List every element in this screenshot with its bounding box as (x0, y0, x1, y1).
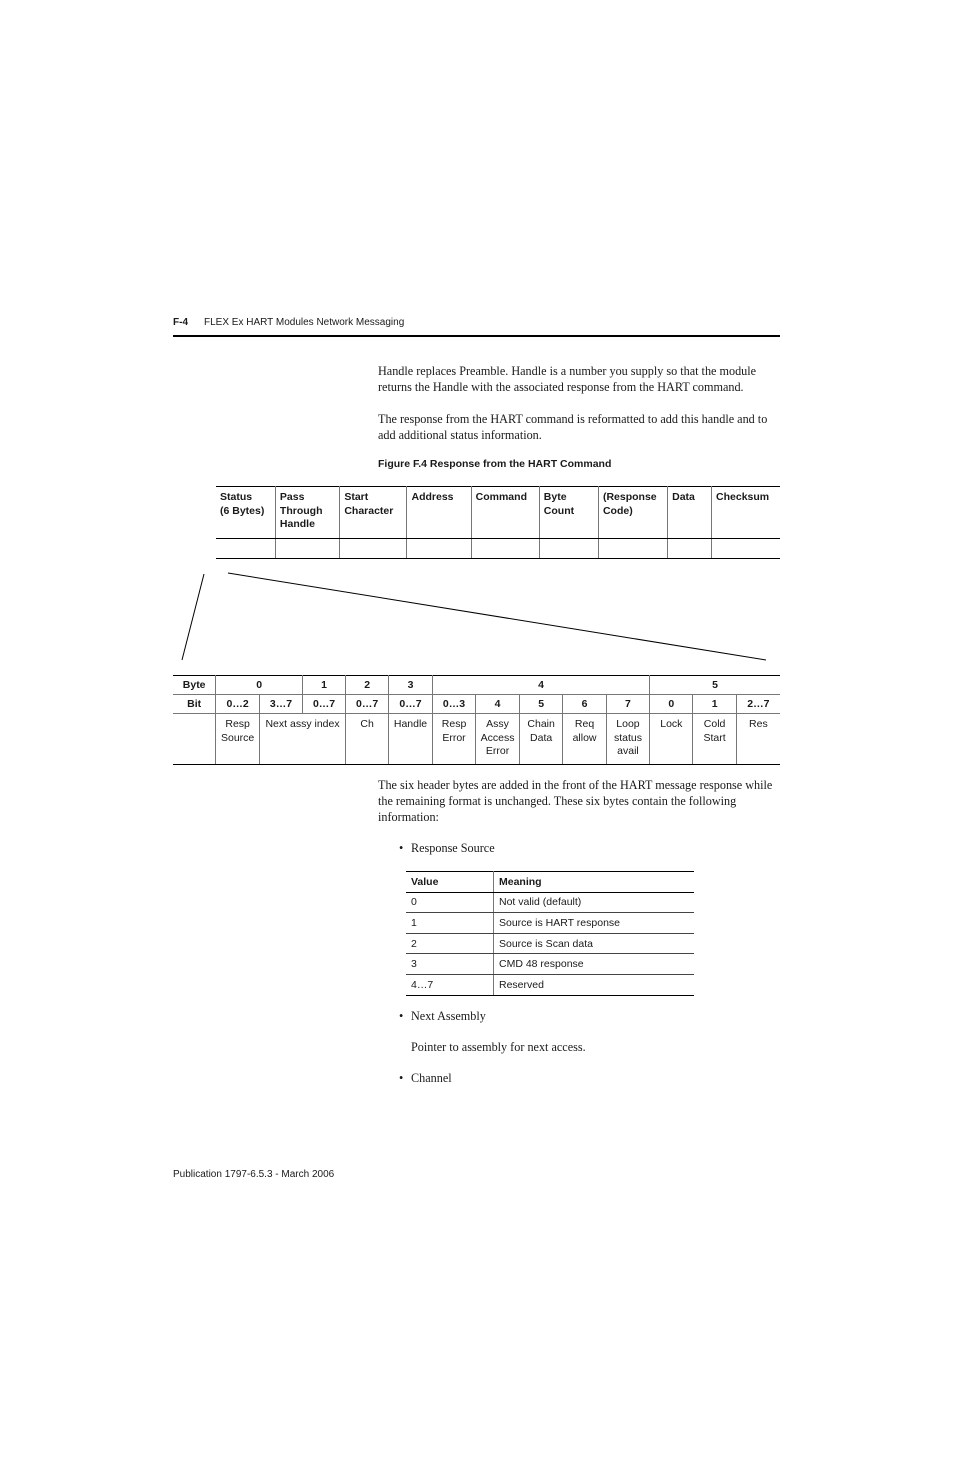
table-row (406, 933, 694, 954)
bit-field-description: Lock (650, 714, 693, 765)
bullet-label: Channel (411, 1071, 452, 1085)
bit-range: 3…7 (259, 695, 302, 714)
bit-range: 6 (563, 695, 606, 714)
byte-number: 4 (432, 676, 649, 695)
bullet-dot-icon: • (399, 841, 404, 855)
meaning-cell: CMD 48 response (494, 954, 695, 975)
bit-range: 0…3 (432, 695, 475, 714)
bullet-label: Response Source (411, 841, 495, 855)
frame-field-label: Start (344, 491, 369, 503)
table-row (406, 892, 694, 913)
bit-range: 2…7 (736, 695, 780, 714)
bit-range: 0 (650, 695, 693, 714)
description-row (173, 714, 780, 765)
bit-range: 7 (606, 695, 649, 714)
paragraph-reformatted: The response from the HART command is reformatted to add this handle and to add additional status information. (378, 412, 768, 442)
frame-field-label: (Response (602, 491, 657, 503)
byte-number: 1 (303, 676, 346, 695)
meaning-cell: Reserved (494, 974, 695, 995)
bit-range: 0…7 (389, 695, 433, 714)
table-header-row (406, 872, 694, 893)
meaning-cell: Source is Scan data (494, 933, 695, 954)
frame-field-label: Data (672, 491, 695, 503)
meaning-cell: Not valid (default) (494, 892, 695, 913)
frame-field-label: Character (344, 504, 394, 517)
column-header: Value (406, 872, 494, 893)
value-cell: 4…7 (406, 974, 494, 995)
bit-label: Bit (173, 695, 216, 714)
frame-field-label: Byte Count (543, 491, 575, 517)
value-cell: 1 (406, 913, 494, 934)
byte-number: 5 (650, 676, 780, 695)
bit-field-description: Resp Source (216, 714, 260, 765)
value-cell: 0 (406, 892, 494, 913)
value-cell: 2 (406, 933, 494, 954)
frame-field-label: Through (279, 504, 323, 517)
bit-field-description: Resp Error (432, 714, 475, 765)
byte-number: 2 (346, 676, 389, 695)
bit-field-description: Res (736, 714, 780, 765)
bullet-dot-icon: • (399, 1071, 404, 1085)
frame-field-label: Command (475, 491, 527, 503)
figure-caption: Figure F.4 Response from the HART Command (378, 458, 612, 470)
bit-range: 1 (693, 695, 736, 714)
response-source-table (406, 871, 694, 996)
next-assembly-description: Pointer to assembly for next access. (411, 1040, 586, 1054)
bit-range: 5 (519, 695, 562, 714)
bit-range: 4 (476, 695, 520, 714)
byte-label: Byte (173, 676, 216, 695)
table-row (406, 974, 694, 995)
table-row (406, 954, 694, 975)
publication-footer: Publication 1797-6.5.3 - March 2006 (173, 1169, 335, 1180)
frame-field-label: Handle (279, 518, 315, 530)
byte-number: 0 (216, 676, 303, 695)
bit-range: 0…7 (346, 695, 389, 714)
bit-field-description: Ch (346, 714, 389, 765)
paragraph-handle: Handle replaces Preamble. Handle is a number you supply so that the module returns the Handle with the associated response from the HART command. (378, 364, 757, 394)
bit-field-description (173, 714, 216, 765)
bit-range: 0…2 (216, 695, 260, 714)
bit-field-description: Next assy index (259, 714, 345, 765)
bit-field-description: Loop status avail (606, 714, 649, 765)
left-expansion-line (182, 574, 204, 660)
right-expansion-line (228, 573, 766, 660)
table-row (406, 913, 694, 934)
byte-number: 3 (389, 676, 433, 695)
bit-field-description: Assy Access Error (476, 714, 520, 765)
byte-row (173, 676, 780, 695)
chapter-title: FLEX Ex HART Modules Network Messaging (204, 317, 405, 328)
bit-field-description: Req allow (563, 714, 606, 765)
bit-row (173, 695, 780, 714)
bit-layout-table (173, 675, 780, 765)
bullet-channel (399, 1071, 452, 1086)
frame-field-label: Address (411, 491, 454, 503)
column-header: Meaning (494, 872, 695, 893)
frame-field-label: (6 Bytes) (220, 504, 265, 517)
page-number: F-4 (173, 317, 188, 328)
bullet-label: Next Assembly (411, 1009, 486, 1023)
bit-range: 0…7 (303, 695, 346, 714)
bullet-dot-icon: • (399, 1009, 404, 1023)
frame-field-label: Status (220, 491, 253, 503)
frame-field-label: Pass (279, 491, 305, 503)
bullet-next-assembly (399, 1009, 486, 1024)
bit-field-description: Handle (389, 714, 433, 765)
meaning-cell: Source is HART response (494, 913, 695, 934)
bit-field-description: Cold Start (693, 714, 736, 765)
frame-field-label: Code) (602, 504, 633, 517)
bullet-response-source (399, 841, 495, 856)
paragraph-six-bytes: The six header bytes are added in the front of the HART message response while the remaining format is unchanged. These six bytes contain the following information: (378, 778, 773, 824)
bit-field-description: Chain Data (519, 714, 562, 765)
value-cell: 3 (406, 954, 494, 975)
frame-field-label: Checksum (716, 491, 770, 503)
